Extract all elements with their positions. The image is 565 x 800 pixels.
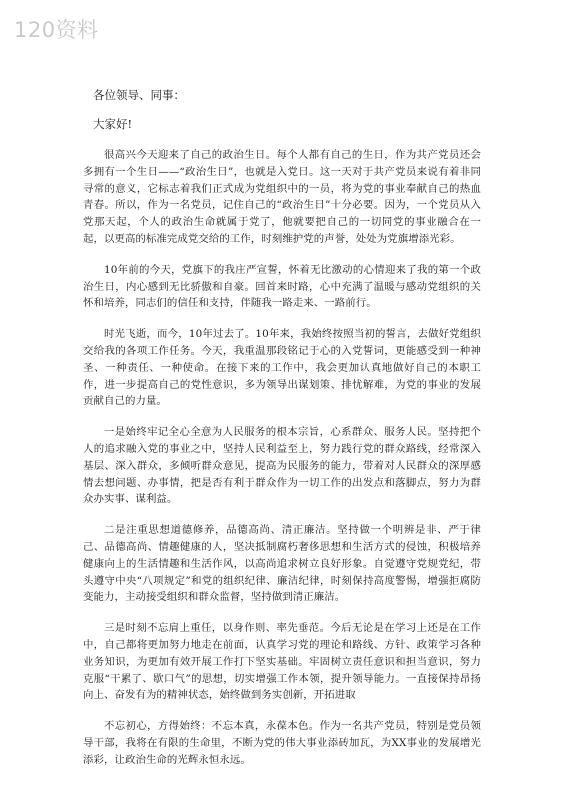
paragraph-intro: 很高兴今天迎来了自己的政治生日。每个人都有自己的生日，作为共产党员还会多拥有一个生日——“政治生日”，也就是入党日。这一天对于共产党员来说有着非同寻常的意义，它标志着我们正式成为党组织中的一员，将为党的事业奉献自己的热血青春。所以，作为一名党员，记住自己的“政治生日”十分必要。因为，一个党员从入党那天起，个人的政治生命就属于党了，他就要把自己的一切同党的事业融合在一起，以更高的标准完成党交给的工作，时刻维护党的声誉，处处为党旗增添光彩。 xyxy=(83,149,481,245)
paragraph-point-one: 一是始终牢记全心全意为人民服务的根本宗旨，心系群众、服务人民。坚持把个人的追求融入党的事业之中，坚持人民利益至上，努力践行党的群众路线，经常深入基层、深入群众，多倾听群众意见，提高为民服务的能力，带着对人民群众的深厚感情去想问题、办事情，把是否有利于群众作为一切工作的出发点和落脚点，努力为群众办实事、谋利益。 xyxy=(83,426,481,506)
paragraph-ten-years: 时光飞逝，而今，10年过去了。10年来，我始终按照当初的誓言，去做好党组织交给我的各项工作任务。今天，我重温那段铭记于心的入党誓词，更能感受到一种神圣、一种责任、一种使命。在接下来的工作中，我会更加认真地做好自己的本职工作，进一步提高自己的党性意识，多为领导出谋划策、排忧解难，为党的事业的发展贡献自己的力量。 xyxy=(83,328,481,408)
salutation: 各位领导、同事： xyxy=(93,88,185,102)
paragraph-conclusion: 不忘初心，方得始终：不忘本真，永葆本色。作为一名共产党员，特别是党员领导干部，我将在有限的生命里，不断为党的伟大事业添砖加瓦，为XX事业的发展增光添彩，让政治生命的光辉永恒永远。 xyxy=(83,720,481,766)
watermark: 120资料 xyxy=(14,18,99,42)
paragraph-point-two: 二是注重思想道德修养，品德高尚、清正廉洁。坚持做一个明辨是非、严于律己、品德高尚、情趣健康的人，坚决抵制腐朽奢侈思想和生活方式的侵蚀，积极培养健康向上的生活情趣和生活作风，以高尚追求树立良好形象。自觉遵守党规党纪，带头遵守中央“八项规定”和党的组织纪律、廉洁纪律，时刻保持高度警惕，增强拒腐防变能力，主动接受组织和群众监督，坚持做到清正廉洁。 xyxy=(83,524,481,604)
speech-document xyxy=(83,88,481,783)
paragraph-oath-memory: 10年前的今天，党旗下的我庄严宣誓，怀着无比激动的心情迎来了我的第一个政治生日，内心感到无比骄傲和自豪。回首来时路，心中充满了温暖与感动党组织的关怀和培养，同志们的信任和支持，伴随我一路走来、一路前行。 xyxy=(83,263,481,310)
greeting: 大家好! xyxy=(93,117,133,131)
paragraph-point-three: 三是时刻不忘肩上重任，以身作则、率先垂范。今后无论是在学习上还是在工作中，自己都将更加努力地走在前面，认真学习党的理论和路线、方针、政策学习各种业务知识，为更加有效开展工作打下坚实基础。牢固树立责任意识和担当意识，努力克服“干累了、歇口气”的思想，切实增强工作本领，提升领导能力。一直接保持昂扬向上、奋发有为的精神状态，始终做到务实创新，开拓进取 xyxy=(83,622,481,702)
